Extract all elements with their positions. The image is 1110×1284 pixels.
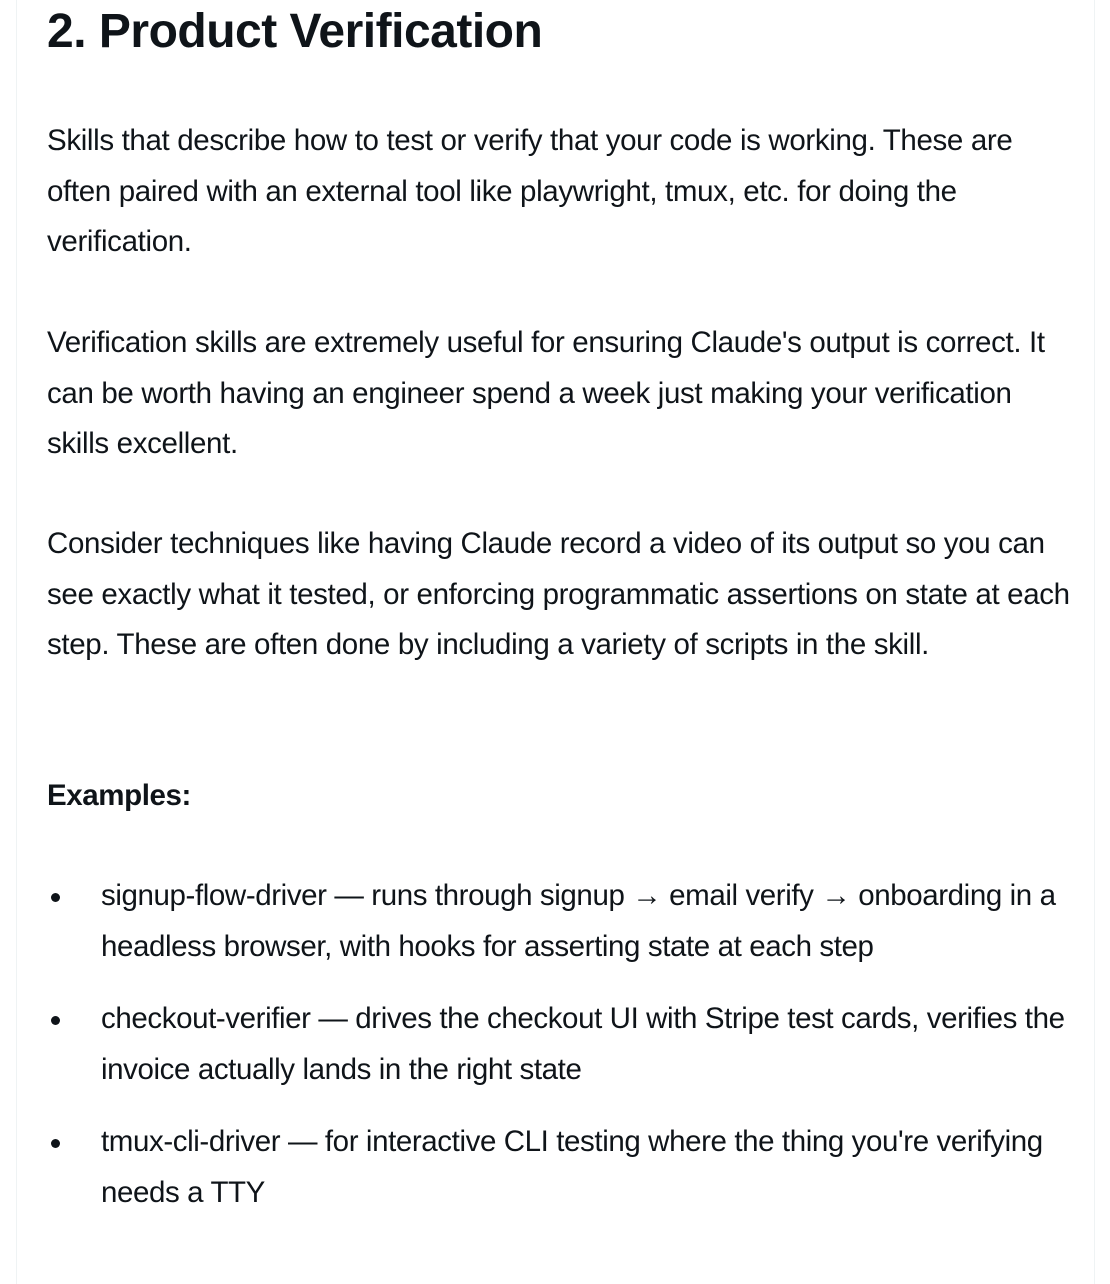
list-item-text: signup-flow-driver — runs through signup → email verify → onboarding in a headless browser, with hooks for asserting state at each step — [101, 879, 1056, 963]
paragraph-techniques: Consider techniques like having Claude record a video of its output so you can see exactly what it tested, or enforcing programmatic assertions on state at each step. These are often done by including a variety of scripts in the skill. — [47, 527, 1070, 661]
section-heading: 2. Product Verification — [47, 5, 543, 58]
list-item-text: checkout-verifier — drives the checkout UI with Stripe test cards, verifies the invoice actually lands in the right state — [101, 1002, 1065, 1086]
list-item — [47, 994, 1087, 1095]
paragraph-usefulness: Verification skills are extremely useful for ensuring Claude's output is correct. It can be worth having an engineer spend a week just making your verification skills excellent. — [47, 326, 1045, 460]
examples-label: Examples: — [47, 779, 191, 812]
list-item-text: tmux-cli-driver — for interactive CLI testing where the thing you're verifying needs a TTY — [101, 1125, 1043, 1209]
bullet-icon — [51, 893, 60, 902]
examples-list — [47, 871, 1087, 1218]
list-item — [47, 1117, 1087, 1218]
bullet-icon — [51, 1016, 60, 1025]
paragraph-intro: Skills that describe how to test or verify that your code is working. These are often paired with an external tool like playwright, tmux, etc. for doing the verification. — [47, 124, 1013, 258]
list-item — [47, 871, 1087, 972]
bullet-icon — [51, 1139, 60, 1148]
